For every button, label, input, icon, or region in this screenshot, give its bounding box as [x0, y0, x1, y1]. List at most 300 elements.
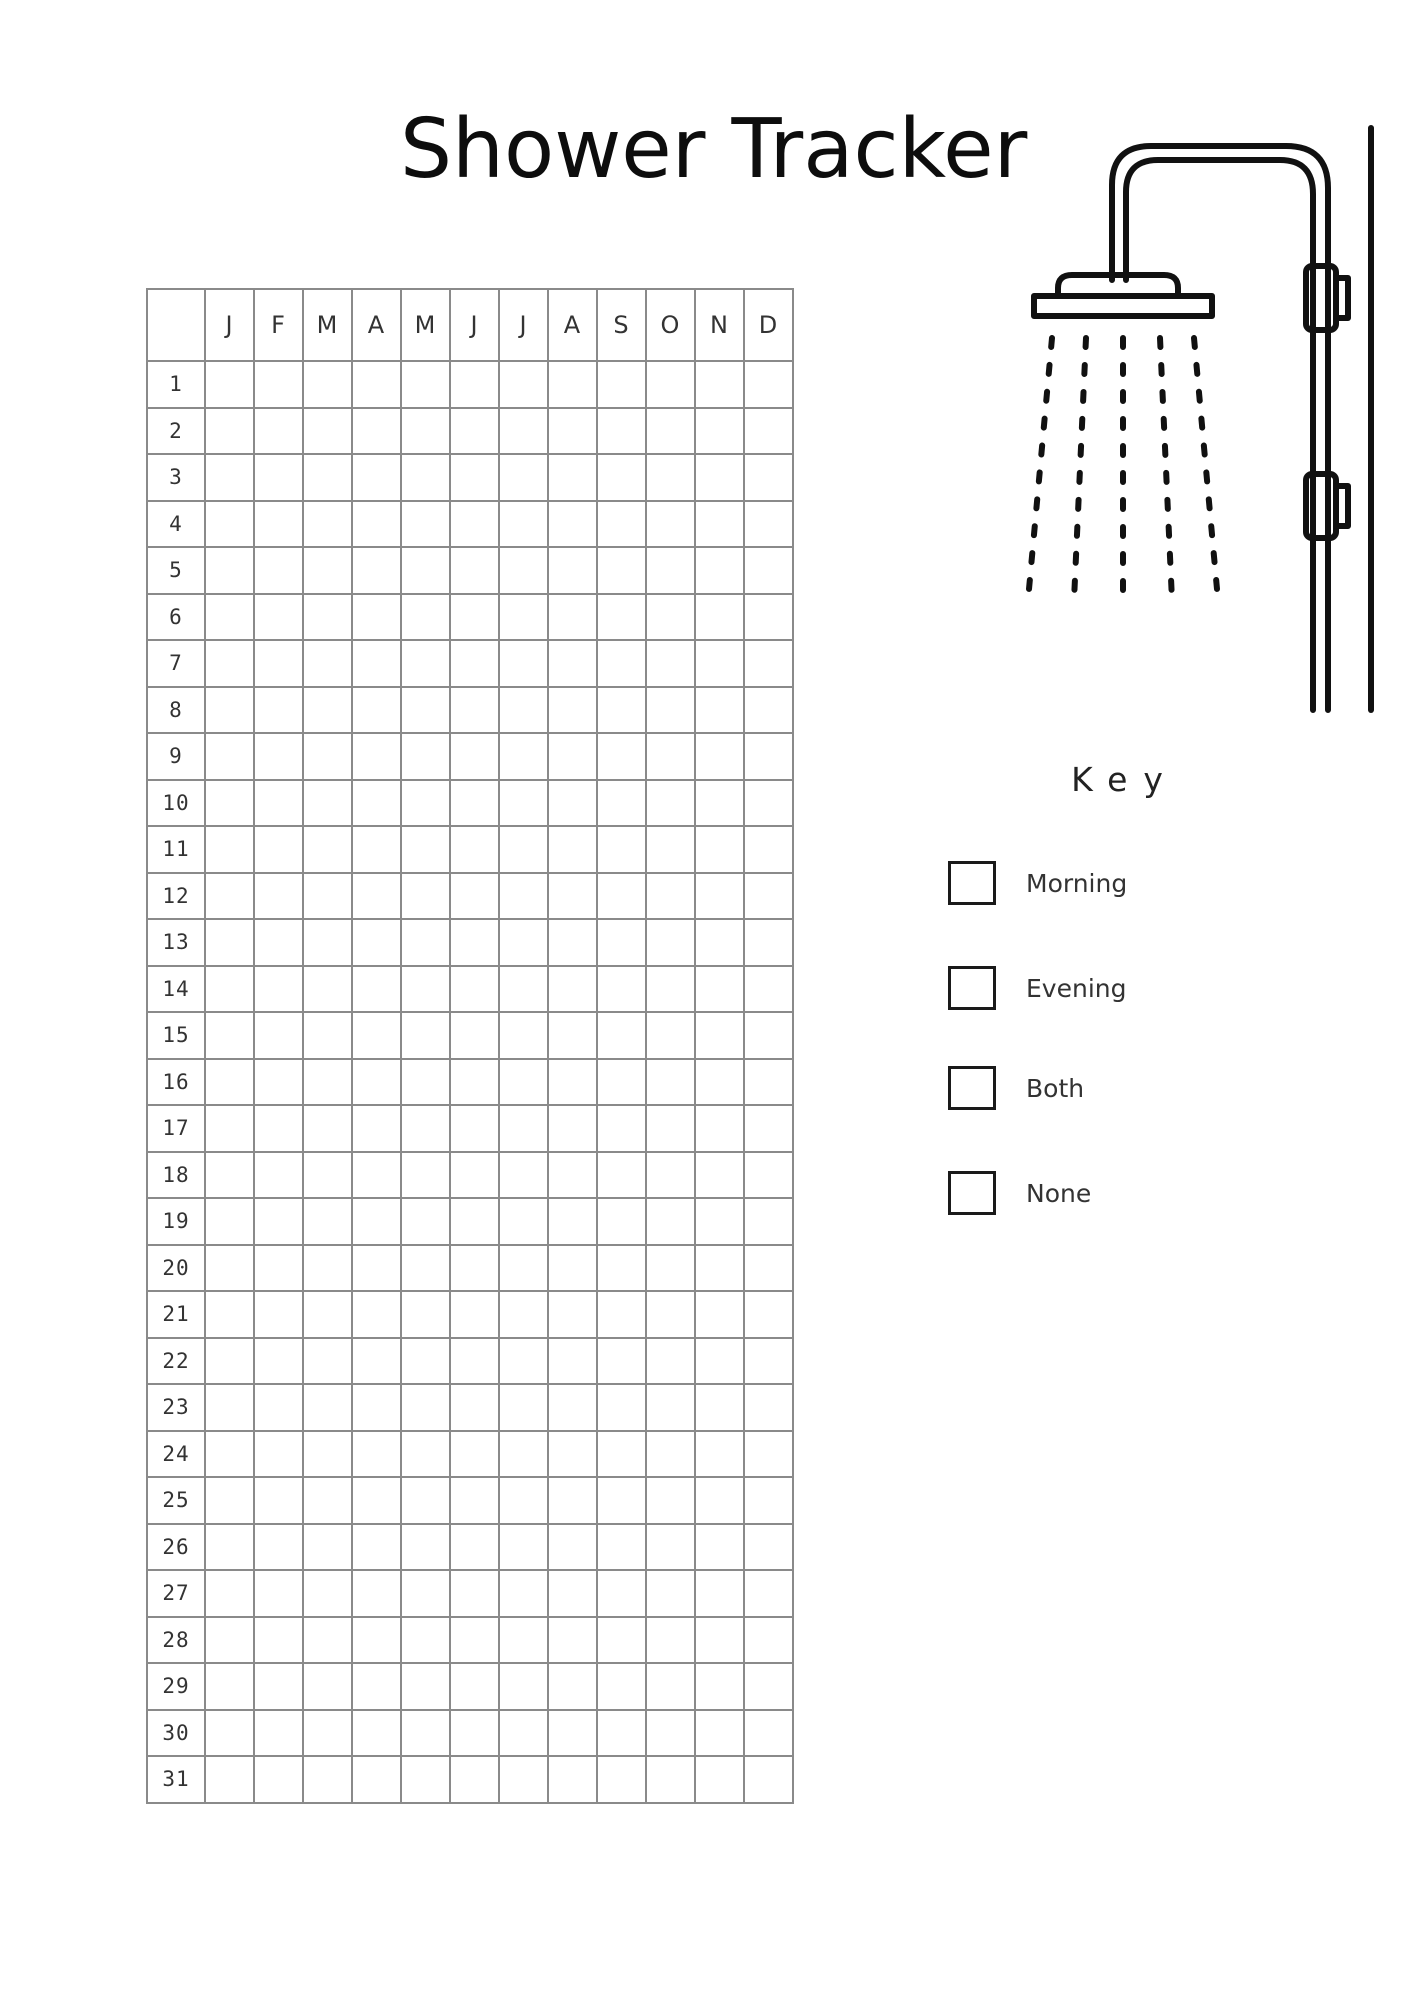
tracker-cell[interactable] [303, 1756, 352, 1803]
tracker-cell[interactable] [597, 1245, 646, 1292]
tracker-cell[interactable] [499, 966, 548, 1013]
tracker-cell[interactable] [499, 1431, 548, 1478]
tracker-cell[interactable] [303, 1663, 352, 1710]
tracker-cell[interactable] [303, 733, 352, 780]
tracker-cell[interactable] [695, 1152, 744, 1199]
tracker-cell[interactable] [597, 1384, 646, 1431]
tracker-cell[interactable] [352, 1524, 401, 1571]
tracker-cell[interactable] [303, 1338, 352, 1385]
tracker-cell[interactable] [205, 1384, 254, 1431]
tracker-cell[interactable] [695, 1477, 744, 1524]
tracker-cell[interactable] [744, 733, 793, 780]
tracker-cell[interactable] [254, 640, 303, 687]
tracker-cell[interactable] [744, 1198, 793, 1245]
tracker-cell[interactable] [352, 1663, 401, 1710]
tracker-cell[interactable] [695, 873, 744, 920]
tracker-cell[interactable] [303, 1710, 352, 1757]
tracker-cell[interactable] [548, 1012, 597, 1059]
tracker-cell[interactable] [352, 1431, 401, 1478]
tracker-cell[interactable] [499, 640, 548, 687]
tracker-cell[interactable] [401, 408, 450, 455]
tracker-cell[interactable] [303, 547, 352, 594]
tracker-cell[interactable] [303, 780, 352, 827]
tracker-cell[interactable] [744, 1477, 793, 1524]
tracker-cell[interactable] [352, 1198, 401, 1245]
tracker-cell[interactable] [499, 1617, 548, 1664]
tracker-cell[interactable] [450, 1059, 499, 1106]
tracker-cell[interactable] [597, 547, 646, 594]
tracker-cell[interactable] [597, 1152, 646, 1199]
tracker-cell[interactable] [254, 1663, 303, 1710]
tracker-cell[interactable] [352, 687, 401, 734]
tracker-cell[interactable] [499, 1756, 548, 1803]
tracker-cell[interactable] [254, 1338, 303, 1385]
tracker-cell[interactable] [744, 547, 793, 594]
tracker-cell[interactable] [548, 1059, 597, 1106]
tracker-cell[interactable] [254, 966, 303, 1013]
tracker-cell[interactable] [254, 733, 303, 780]
tracker-cell[interactable] [597, 640, 646, 687]
tracker-cell[interactable] [450, 780, 499, 827]
tracker-cell[interactable] [695, 1059, 744, 1106]
tracker-cell[interactable] [352, 547, 401, 594]
tracker-cell[interactable] [499, 1524, 548, 1571]
tracker-cell[interactable] [548, 733, 597, 780]
tracker-cell[interactable] [548, 1152, 597, 1199]
tracker-cell[interactable] [254, 687, 303, 734]
tracker-cell[interactable] [401, 1663, 450, 1710]
tracker-cell[interactable] [450, 1524, 499, 1571]
tracker-cell[interactable] [401, 687, 450, 734]
tracker-cell[interactable] [695, 1105, 744, 1152]
tracker-cell[interactable] [303, 1059, 352, 1106]
tracker-cell[interactable] [303, 1012, 352, 1059]
tracker-cell[interactable] [254, 780, 303, 827]
tracker-cell[interactable] [450, 733, 499, 780]
tracker-cell[interactable] [450, 1152, 499, 1199]
tracker-cell[interactable] [597, 1012, 646, 1059]
tracker-cell[interactable] [401, 1570, 450, 1617]
tracker-cell[interactable] [303, 408, 352, 455]
tracker-cell[interactable] [352, 1152, 401, 1199]
tracker-cell[interactable] [254, 1477, 303, 1524]
tracker-cell[interactable] [499, 873, 548, 920]
tracker-cell[interactable] [597, 1663, 646, 1710]
tracker-cell[interactable] [401, 1291, 450, 1338]
tracker-cell[interactable] [646, 1012, 695, 1059]
tracker-cell[interactable] [352, 361, 401, 408]
tracker-cell[interactable] [254, 1617, 303, 1664]
tracker-cell[interactable] [744, 408, 793, 455]
tracker-cell[interactable] [205, 1617, 254, 1664]
tracker-cell[interactable] [450, 1012, 499, 1059]
tracker-cell[interactable] [450, 1291, 499, 1338]
tracker-cell[interactable] [303, 687, 352, 734]
tracker-cell[interactable] [646, 1105, 695, 1152]
tracker-cell[interactable] [450, 966, 499, 1013]
tracker-cell[interactable] [695, 826, 744, 873]
tracker-cell[interactable] [401, 1477, 450, 1524]
tracker-cell[interactable] [695, 687, 744, 734]
tracker-cell[interactable] [646, 454, 695, 501]
key-checkbox[interactable] [948, 1171, 996, 1215]
tracker-cell[interactable] [205, 1152, 254, 1199]
tracker-cell[interactable] [744, 1105, 793, 1152]
tracker-cell[interactable] [646, 1198, 695, 1245]
tracker-cell[interactable] [352, 919, 401, 966]
tracker-cell[interactable] [401, 1524, 450, 1571]
tracker-cell[interactable] [597, 1105, 646, 1152]
tracker-cell[interactable] [744, 361, 793, 408]
tracker-cell[interactable] [597, 780, 646, 827]
tracker-cell[interactable] [646, 594, 695, 641]
tracker-cell[interactable] [352, 454, 401, 501]
tracker-cell[interactable] [499, 454, 548, 501]
tracker-cell[interactable] [548, 1338, 597, 1385]
tracker-cell[interactable] [646, 1710, 695, 1757]
tracker-cell[interactable] [646, 1291, 695, 1338]
tracker-cell[interactable] [597, 1524, 646, 1571]
tracker-cell[interactable] [499, 408, 548, 455]
tracker-cell[interactable] [548, 919, 597, 966]
tracker-cell[interactable] [695, 640, 744, 687]
tracker-cell[interactable] [744, 640, 793, 687]
tracker-cell[interactable] [205, 1291, 254, 1338]
tracker-cell[interactable] [352, 1710, 401, 1757]
tracker-cell[interactable] [401, 826, 450, 873]
tracker-cell[interactable] [744, 1431, 793, 1478]
tracker-cell[interactable] [254, 594, 303, 641]
tracker-cell[interactable] [352, 733, 401, 780]
tracker-cell[interactable] [744, 1059, 793, 1106]
tracker-cell[interactable] [695, 1384, 744, 1431]
tracker-cell[interactable] [597, 1338, 646, 1385]
tracker-cell[interactable] [597, 1059, 646, 1106]
tracker-cell[interactable] [646, 408, 695, 455]
tracker-cell[interactable] [548, 687, 597, 734]
tracker-cell[interactable] [499, 826, 548, 873]
tracker-cell[interactable] [548, 640, 597, 687]
tracker-cell[interactable] [352, 1059, 401, 1106]
tracker-cell[interactable] [303, 1198, 352, 1245]
tracker-cell[interactable] [352, 780, 401, 827]
key-checkbox[interactable] [948, 966, 996, 1010]
tracker-cell[interactable] [205, 1105, 254, 1152]
tracker-cell[interactable] [744, 1384, 793, 1431]
tracker-cell[interactable] [597, 408, 646, 455]
tracker-cell[interactable] [695, 1338, 744, 1385]
tracker-cell[interactable] [401, 1012, 450, 1059]
tracker-cell[interactable] [303, 501, 352, 548]
tracker-cell[interactable] [254, 1431, 303, 1478]
tracker-cell[interactable] [499, 594, 548, 641]
tracker-cell[interactable] [695, 408, 744, 455]
tracker-cell[interactable] [303, 919, 352, 966]
tracker-cell[interactable] [548, 1384, 597, 1431]
tracker-cell[interactable] [303, 1617, 352, 1664]
tracker-cell[interactable] [254, 1570, 303, 1617]
tracker-cell[interactable] [695, 780, 744, 827]
tracker-cell[interactable] [303, 454, 352, 501]
tracker-cell[interactable] [254, 1524, 303, 1571]
tracker-cell[interactable] [401, 454, 450, 501]
tracker-cell[interactable] [597, 1198, 646, 1245]
tracker-cell[interactable] [499, 1338, 548, 1385]
tracker-cell[interactable] [548, 361, 597, 408]
tracker-cell[interactable] [695, 547, 744, 594]
tracker-cell[interactable] [499, 1105, 548, 1152]
tracker-cell[interactable] [352, 1012, 401, 1059]
tracker-cell[interactable] [450, 687, 499, 734]
tracker-cell[interactable] [205, 1570, 254, 1617]
tracker-cell[interactable] [450, 873, 499, 920]
tracker-cell[interactable] [205, 454, 254, 501]
tracker-cell[interactable] [450, 547, 499, 594]
tracker-cell[interactable] [548, 780, 597, 827]
tracker-cell[interactable] [303, 1524, 352, 1571]
tracker-cell[interactable] [352, 1338, 401, 1385]
tracker-cell[interactable] [254, 1012, 303, 1059]
tracker-cell[interactable] [205, 408, 254, 455]
tracker-cell[interactable] [646, 1617, 695, 1664]
tracker-cell[interactable] [548, 1198, 597, 1245]
tracker-cell[interactable] [597, 919, 646, 966]
tracker-cell[interactable] [499, 547, 548, 594]
tracker-cell[interactable] [646, 780, 695, 827]
tracker-cell[interactable] [597, 687, 646, 734]
tracker-cell[interactable] [744, 1617, 793, 1664]
tracker-cell[interactable] [744, 826, 793, 873]
tracker-cell[interactable] [499, 780, 548, 827]
tracker-cell[interactable] [548, 1617, 597, 1664]
tracker-cell[interactable] [352, 1384, 401, 1431]
tracker-cell[interactable] [450, 361, 499, 408]
tracker-cell[interactable] [548, 408, 597, 455]
tracker-cell[interactable] [646, 687, 695, 734]
tracker-cell[interactable] [646, 547, 695, 594]
tracker-cell[interactable] [597, 1617, 646, 1664]
tracker-cell[interactable] [499, 1245, 548, 1292]
tracker-cell[interactable] [548, 1431, 597, 1478]
tracker-cell[interactable] [548, 1477, 597, 1524]
tracker-cell[interactable] [499, 1012, 548, 1059]
tracker-cell[interactable] [695, 454, 744, 501]
tracker-cell[interactable] [646, 873, 695, 920]
tracker-cell[interactable] [646, 1524, 695, 1571]
tracker-cell[interactable] [401, 733, 450, 780]
tracker-cell[interactable] [352, 640, 401, 687]
tracker-cell[interactable] [205, 1198, 254, 1245]
tracker-cell[interactable] [597, 361, 646, 408]
tracker-cell[interactable] [744, 1710, 793, 1757]
tracker-cell[interactable] [695, 594, 744, 641]
tracker-cell[interactable] [597, 1756, 646, 1803]
tracker-cell[interactable] [548, 1524, 597, 1571]
tracker-cell[interactable] [646, 919, 695, 966]
tracker-cell[interactable] [646, 1756, 695, 1803]
tracker-cell[interactable] [744, 780, 793, 827]
tracker-cell[interactable] [352, 1291, 401, 1338]
tracker-cell[interactable] [254, 919, 303, 966]
tracker-cell[interactable] [352, 501, 401, 548]
tracker-cell[interactable] [499, 1059, 548, 1106]
tracker-cell[interactable] [205, 1756, 254, 1803]
tracker-cell[interactable] [401, 501, 450, 548]
tracker-cell[interactable] [597, 1570, 646, 1617]
tracker-cell[interactable] [695, 1245, 744, 1292]
tracker-cell[interactable] [205, 1338, 254, 1385]
tracker-cell[interactable] [352, 1477, 401, 1524]
tracker-cell[interactable] [646, 1431, 695, 1478]
tracker-cell[interactable] [450, 826, 499, 873]
tracker-cell[interactable] [450, 501, 499, 548]
tracker-cell[interactable] [450, 594, 499, 641]
tracker-cell[interactable] [499, 1477, 548, 1524]
tracker-cell[interactable] [352, 1570, 401, 1617]
tracker-cell[interactable] [254, 873, 303, 920]
tracker-cell[interactable] [254, 826, 303, 873]
tracker-cell[interactable] [499, 1663, 548, 1710]
tracker-cell[interactable] [205, 501, 254, 548]
tracker-cell[interactable] [401, 1431, 450, 1478]
tracker-cell[interactable] [205, 873, 254, 920]
tracker-cell[interactable] [401, 640, 450, 687]
tracker-cell[interactable] [646, 1477, 695, 1524]
tracker-cell[interactable] [597, 454, 646, 501]
tracker-cell[interactable] [450, 1663, 499, 1710]
tracker-cell[interactable] [744, 1291, 793, 1338]
key-checkbox[interactable] [948, 1066, 996, 1110]
tracker-cell[interactable] [744, 1012, 793, 1059]
tracker-cell[interactable] [254, 1291, 303, 1338]
tracker-cell[interactable] [401, 1245, 450, 1292]
tracker-cell[interactable] [205, 1012, 254, 1059]
tracker-cell[interactable] [205, 1663, 254, 1710]
tracker-cell[interactable] [450, 1431, 499, 1478]
tracker-cell[interactable] [254, 1384, 303, 1431]
tracker-cell[interactable] [695, 733, 744, 780]
tracker-cell[interactable] [499, 1384, 548, 1431]
tracker-cell[interactable] [695, 919, 744, 966]
tracker-cell[interactable] [205, 780, 254, 827]
tracker-cell[interactable] [695, 1431, 744, 1478]
tracker-cell[interactable] [303, 640, 352, 687]
tracker-cell[interactable] [499, 1152, 548, 1199]
tracker-cell[interactable] [352, 594, 401, 641]
tracker-cell[interactable] [303, 1152, 352, 1199]
tracker-cell[interactable] [695, 1710, 744, 1757]
tracker-cell[interactable] [695, 1524, 744, 1571]
tracker-cell[interactable] [401, 1384, 450, 1431]
tracker-cell[interactable] [744, 966, 793, 1013]
tracker-cell[interactable] [401, 1059, 450, 1106]
tracker-cell[interactable] [303, 361, 352, 408]
tracker-cell[interactable] [695, 1617, 744, 1664]
tracker-cell[interactable] [254, 361, 303, 408]
tracker-cell[interactable] [254, 1198, 303, 1245]
tracker-cell[interactable] [401, 361, 450, 408]
tracker-cell[interactable] [499, 733, 548, 780]
tracker-cell[interactable] [646, 1152, 695, 1199]
tracker-cell[interactable] [695, 1663, 744, 1710]
tracker-cell[interactable] [450, 1384, 499, 1431]
tracker-cell[interactable] [499, 687, 548, 734]
tracker-cell[interactable] [254, 1756, 303, 1803]
tracker-cell[interactable] [205, 1477, 254, 1524]
tracker-cell[interactable] [548, 1756, 597, 1803]
tracker-cell[interactable] [646, 1384, 695, 1431]
tracker-cell[interactable] [401, 919, 450, 966]
tracker-cell[interactable] [450, 640, 499, 687]
tracker-cell[interactable] [254, 1245, 303, 1292]
tracker-cell[interactable] [205, 361, 254, 408]
tracker-cell[interactable] [499, 919, 548, 966]
tracker-cell[interactable] [401, 780, 450, 827]
tracker-cell[interactable] [646, 361, 695, 408]
tracker-cell[interactable] [744, 454, 793, 501]
tracker-cell[interactable] [597, 501, 646, 548]
tracker-cell[interactable] [254, 1059, 303, 1106]
key-checkbox[interactable] [948, 861, 996, 905]
tracker-cell[interactable] [499, 361, 548, 408]
tracker-cell[interactable] [401, 547, 450, 594]
tracker-cell[interactable] [744, 501, 793, 548]
tracker-cell[interactable] [254, 1152, 303, 1199]
tracker-cell[interactable] [401, 594, 450, 641]
tracker-cell[interactable] [352, 1756, 401, 1803]
tracker-cell[interactable] [303, 1431, 352, 1478]
tracker-cell[interactable] [548, 1710, 597, 1757]
tracker-cell[interactable] [744, 1152, 793, 1199]
tracker-cell[interactable] [744, 594, 793, 641]
tracker-cell[interactable] [646, 1570, 695, 1617]
tracker-cell[interactable] [499, 1291, 548, 1338]
tracker-cell[interactable] [597, 873, 646, 920]
tracker-cell[interactable] [646, 966, 695, 1013]
tracker-cell[interactable] [695, 1198, 744, 1245]
tracker-cell[interactable] [548, 1245, 597, 1292]
tracker-cell[interactable] [205, 1245, 254, 1292]
tracker-cell[interactable] [352, 1245, 401, 1292]
tracker-cell[interactable] [450, 1570, 499, 1617]
tracker-cell[interactable] [744, 687, 793, 734]
tracker-cell[interactable] [548, 501, 597, 548]
tracker-cell[interactable] [205, 687, 254, 734]
tracker-cell[interactable] [352, 1105, 401, 1152]
tracker-cell[interactable] [303, 966, 352, 1013]
tracker-cell[interactable] [450, 1338, 499, 1385]
tracker-cell[interactable] [744, 873, 793, 920]
tracker-cell[interactable] [401, 1710, 450, 1757]
tracker-cell[interactable] [597, 1710, 646, 1757]
tracker-cell[interactable] [401, 1198, 450, 1245]
tracker-cell[interactable] [401, 873, 450, 920]
tracker-cell[interactable] [548, 1291, 597, 1338]
tracker-cell[interactable] [450, 408, 499, 455]
tracker-cell[interactable] [205, 1710, 254, 1757]
tracker-cell[interactable] [646, 826, 695, 873]
tracker-cell[interactable] [450, 1710, 499, 1757]
tracker-cell[interactable] [499, 501, 548, 548]
tracker-cell[interactable] [695, 966, 744, 1013]
tracker-cell[interactable] [352, 1617, 401, 1664]
tracker-cell[interactable] [450, 1477, 499, 1524]
tracker-cell[interactable] [205, 733, 254, 780]
tracker-cell[interactable] [744, 1756, 793, 1803]
tracker-cell[interactable] [695, 1570, 744, 1617]
tracker-cell[interactable] [646, 733, 695, 780]
tracker-cell[interactable] [205, 547, 254, 594]
